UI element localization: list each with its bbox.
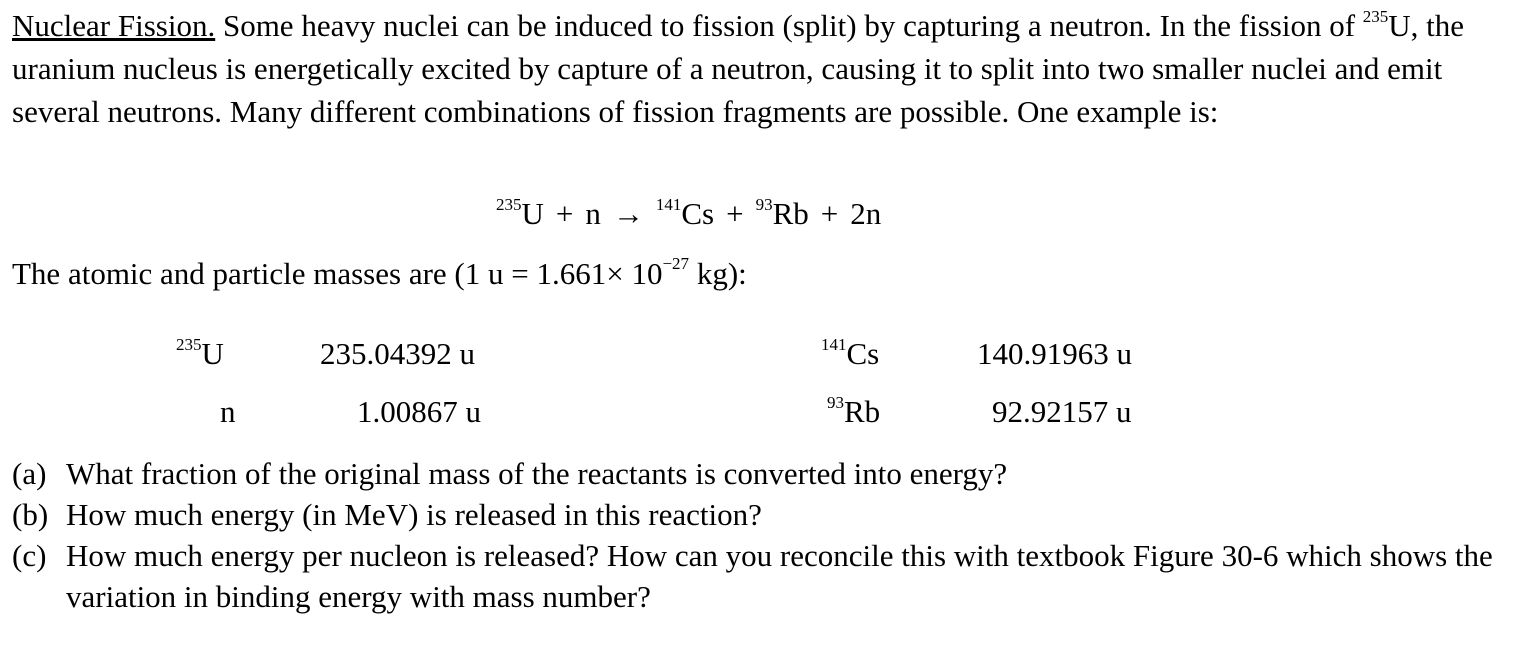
mass-table-rb-value: 92.92157 u (992, 394, 1132, 429)
reaction-rb-symbol: Rb (772, 196, 809, 231)
reaction-rb-mass-number: 93 (755, 194, 773, 214)
question-label: (b) (12, 497, 49, 532)
masses-intro-line (12, 252, 747, 295)
reaction-cs-symbol: Cs (681, 196, 715, 231)
intro-paragraph (12, 4, 1502, 133)
fission-reaction-equation (496, 192, 881, 235)
reaction-plus: + (820, 196, 839, 231)
question-list (12, 453, 1502, 617)
question-a (12, 453, 1502, 494)
reaction-u-symbol: U (521, 196, 544, 231)
mass-table-u-value: 235.04392 u (320, 336, 475, 371)
question-text: What fraction of the original mass of the reactants is converted into energy? (66, 456, 1008, 491)
reaction-neutron: n (585, 196, 601, 231)
mass-table-u-symbol (176, 332, 224, 375)
mass-table-rb-label: Rb (844, 394, 881, 429)
mass-table-rb-symbol (827, 390, 880, 433)
masses-intro-text-a: The atomic and particle masses are (1 u = 1.661× 10 (12, 256, 663, 291)
reaction-plus: + (726, 196, 744, 231)
intro-text-b: U, the uranium nucleus is energetically excited by capture of a neutron, causing it to split into two smaller nuclei and emit several neutrons. Many different combinations of fission fragments are possible. One example is: (12, 8, 1465, 129)
question-label: (a) (12, 456, 47, 491)
intro-text-a: Some heavy nuclei can be induced to fission (split) by capturing a neutron. In the fission of (215, 8, 1363, 43)
section-heading: Nuclear Fission. (12, 8, 216, 43)
mass-table-cs-symbol (821, 332, 879, 375)
reaction-cs-mass-number: 141 (655, 194, 682, 214)
question-c (12, 535, 1502, 617)
question-label: (c) (12, 538, 47, 573)
masses-intro-text-b: kg): (689, 256, 747, 291)
mass-table-u-mass-number: 235 (176, 334, 202, 354)
reaction-arrow: → (612, 196, 644, 231)
mass-table-n-value: 1.00867 u (357, 394, 481, 429)
uranium-mass-number: 235 (1362, 6, 1389, 26)
question-b (12, 494, 1502, 535)
mass-table-cs-value: 140.91963 u (977, 336, 1132, 371)
mass-unit-exponent: −27 (662, 253, 690, 273)
mass-table-n-symbol: n (220, 394, 236, 429)
question-text: How much energy (in MeV) is released in this reaction? (66, 497, 762, 532)
mass-table-rb-mass-number: 93 (827, 392, 844, 412)
mass-table-cs-mass-number: 141 (821, 334, 847, 354)
question-text: How much energy per nucleon is released? How can you reconcile this with textbook Figure 30-6 which shows the variation in binding energy with mass number? (66, 538, 1493, 614)
reaction-plus: + (555, 196, 574, 231)
mass-table-u-label: U (201, 336, 224, 371)
reaction-product-neutrons: 2n (850, 196, 882, 231)
mass-table-cs-label: Cs (846, 336, 880, 371)
reaction-u-mass-number: 235 (496, 194, 522, 214)
